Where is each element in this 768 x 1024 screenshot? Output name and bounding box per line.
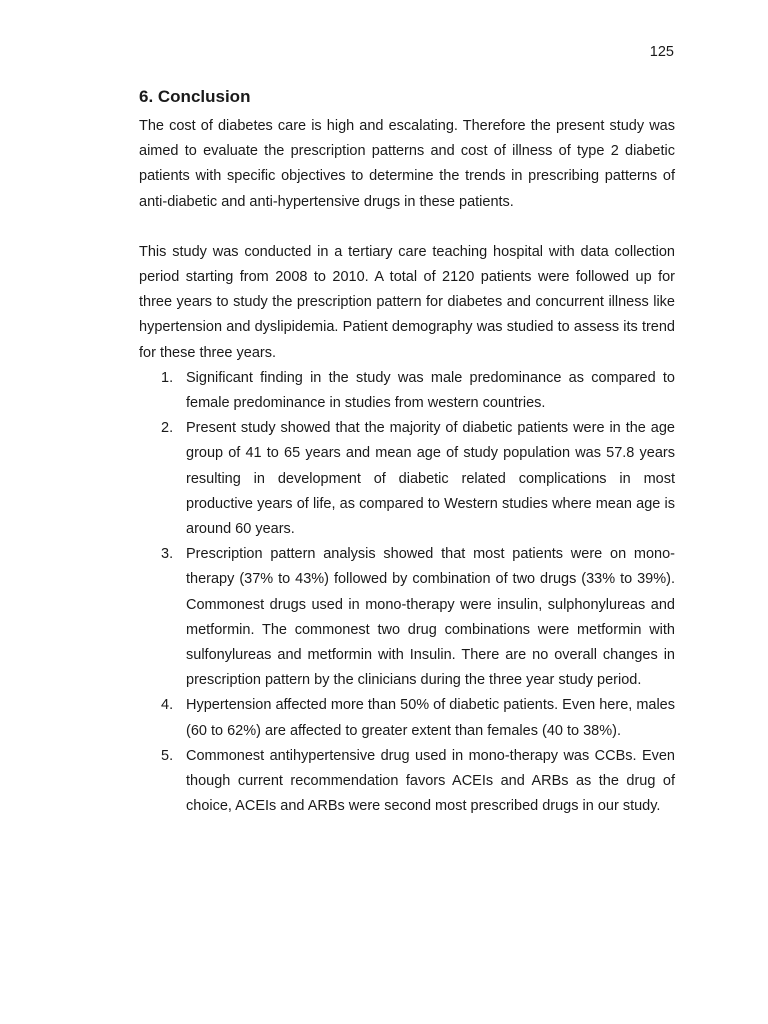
list-item xyxy=(139,744,675,820)
paragraph: This study was conducted in a tertiary care teaching hospital with data collection period starting from 2008 to 2010. A total of 2120 patients were followed up for three years to study the prescription pattern for diabetes and concurrent illness like hypertension and dyslipidemia. Patient demography was studied to assess its trend for these three years. xyxy=(139,243,675,361)
list-item xyxy=(139,366,675,416)
list-item-text: Significant finding in the study was male predominance as compared to female predominance in studies from western countries. xyxy=(186,369,675,412)
list-item-text: Prescription pattern analysis showed that most patients were on mono-therapy (37% to 43%) followed by combination of two drugs (33% to 39%). Commonest drugs used in mono-therapy were insulin, sulphonylureas and metformin. The commonest two drug combinations were metformin with sulfonylureas and metformin with Insulin. There are no overall changes in prescription pattern by the clinicians during the three year study period. xyxy=(186,546,675,689)
section-heading: 6. Conclusion xyxy=(139,87,251,106)
list-item-number: 4. xyxy=(161,697,174,714)
document-body xyxy=(139,84,675,819)
list-item-number: 3. xyxy=(161,546,174,563)
list-item-number: 2. xyxy=(161,420,174,437)
list-item xyxy=(139,416,675,542)
list-item-text: Present study showed that the majority of diabetic patients were in the age group of 41 to 65 years and mean age of study population was 57.8 years resulting in development of diabetic related complications in most productive years of life, as compared to Western studies where mean age is around 60 years. xyxy=(186,420,675,538)
list-item xyxy=(139,542,675,693)
findings-list xyxy=(139,366,675,820)
list-item-number: 1. xyxy=(161,369,174,386)
list-item-text: Hypertension affected more than 50% of diabetic patients. Even here, males (60 to 62%) are affected to greater extent than females (40 to 38%). xyxy=(186,697,675,739)
page-number: 125 xyxy=(649,44,674,60)
list-item xyxy=(139,693,675,743)
list-item-number: 5. xyxy=(161,747,174,764)
paragraph: The cost of diabetes care is high and escalating. Therefore the present study was aimed to evaluate the prescription patterns and cost of illness of type 2 diabetic patients with specific objectives to determine the trends in prescribing patterns of anti-diabetic and anti-hypertensive drugs in these patients. xyxy=(139,118,675,210)
list-item-text: Commonest antihypertensive drug used in mono-therapy was CCBs. Even though current recommendation favors ACEIs and ARBs as the drug of choice, ACEIs and ARBs were second most prescribed drugs in our study. xyxy=(186,747,675,815)
